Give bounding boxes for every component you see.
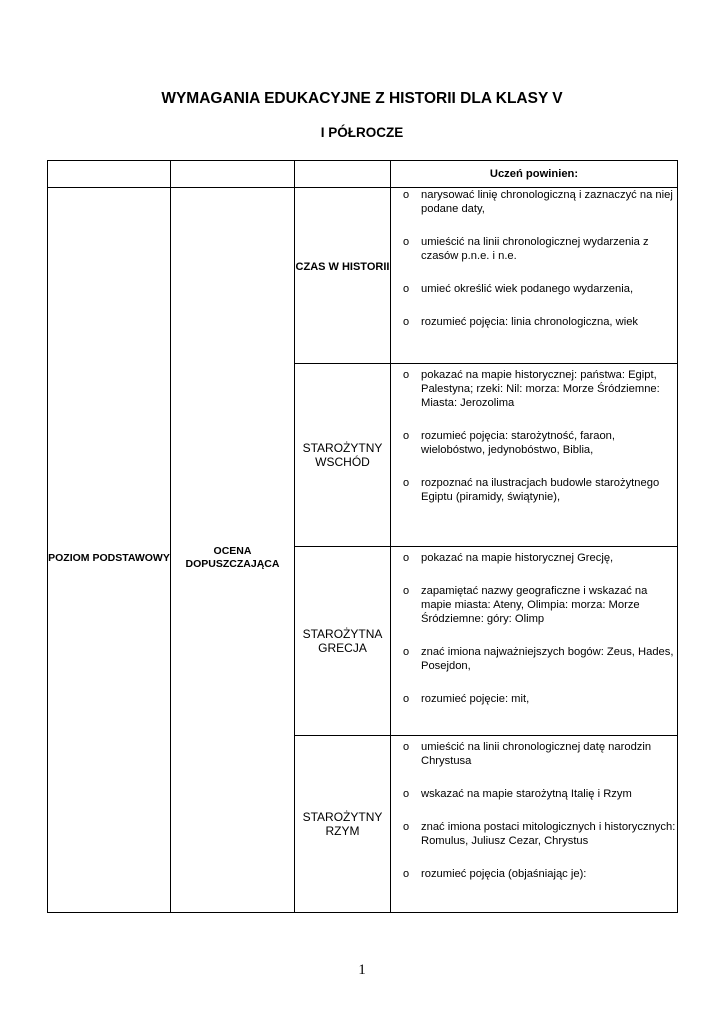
list-item <box>391 867 677 881</box>
requirement-list <box>391 551 677 706</box>
bullet: o <box>402 477 410 489</box>
list-item <box>391 235 677 263</box>
bullet: o <box>402 369 410 381</box>
requirement-text: znać imiona najważniejszych bogów: Zeus, Hades, Posejdon, <box>421 646 674 672</box>
list-item <box>391 476 677 504</box>
list-item <box>391 692 677 706</box>
page-number: 1 <box>358 962 366 978</box>
bullet: o <box>402 236 410 248</box>
requirement-text: pokazać na mapie historycznej Grecję, <box>421 552 614 564</box>
requirement-text: rozpoznać na ilustracjach budowle starożytnego Egiptu (piramidy, świątynie), <box>421 477 660 503</box>
topic-label: CZAS W HISTORII <box>295 261 390 274</box>
requirement-text: narysować linię chronologiczną i zaznaczyć na niej podane daty, <box>421 189 673 215</box>
list-item <box>391 584 677 626</box>
requirement-text: umieścić na linii chronologicznej datę narodzin Chrystusa <box>421 741 652 767</box>
bullet: o <box>402 741 410 753</box>
bullet: o <box>402 821 410 833</box>
bullet: o <box>402 585 410 597</box>
bullet: o <box>402 189 410 201</box>
requirement-text: rozumieć pojęcia: linia chronologiczna, wiek <box>421 316 639 328</box>
requirement-text: rozumieć pojęcia: starożytność, faraon, wielobóstwo, jedynobóstwo, Biblia, <box>421 430 616 456</box>
level-cell <box>48 188 171 913</box>
topic-cell <box>295 736 391 913</box>
topic-cell <box>295 547 391 736</box>
header-cell-3 <box>295 161 391 188</box>
list-item <box>391 787 677 801</box>
requirement-text: umieścić na linii chronologicznej wydarzenia z czasów p.n.e. i n.e. <box>421 236 649 262</box>
bullet: o <box>402 283 410 295</box>
topic-cell <box>295 364 391 547</box>
list-item <box>391 282 677 296</box>
bullet: o <box>402 868 410 880</box>
table-header-row <box>48 161 678 188</box>
bullet: o <box>402 646 410 658</box>
bullet: o <box>402 693 410 705</box>
header-cell-student-should: Uczeń powinien: <box>391 161 678 188</box>
grade-cell <box>171 188 295 913</box>
table-row <box>48 188 678 364</box>
level-label: POZIOM PODSTAWOWY <box>48 551 170 564</box>
requirement-list <box>391 188 677 329</box>
requirements-table <box>47 160 678 913</box>
items-cell <box>391 364 678 547</box>
list-item <box>391 645 677 673</box>
bullet: o <box>402 788 410 800</box>
list-item <box>391 315 677 329</box>
topic-label: STAROŻYTNY WSCHÓD <box>302 440 383 469</box>
requirement-text: znać imiona postaci mitologicznych i historycznych: Romulus, Juliusz Cezar, Chrystus <box>421 821 676 847</box>
list-item <box>391 368 677 410</box>
requirement-text: pokazać na mapie historycznej: państwa: Egipt, Palestyna; rzeki: Nil: morza: Morze Śródziemne: Miasta: Jerozolima <box>421 369 660 409</box>
list-item <box>391 429 677 457</box>
topic-cell <box>295 188 391 364</box>
topic-label: STAROŻYTNA GRECJA <box>302 626 383 655</box>
requirement-list <box>391 740 677 881</box>
requirement-text: rozumieć pojęcie: mit, <box>421 693 530 705</box>
items-cell <box>391 736 678 913</box>
requirement-text: wskazać na mapie starożytną Italię i Rzym <box>421 788 632 800</box>
header-cell-2 <box>171 161 295 188</box>
requirement-text: umieć określić wiek podanego wydarzenia, <box>421 283 634 295</box>
requirement-text: zapamiętać nazwy geograficzne i wskazać na mapie miasta: Ateny, Olimpia: morza: Morze Śródziemne: góry: Olimp <box>421 585 648 625</box>
grade-label: OCENA DOPUSZCZAJĄCA <box>185 545 280 570</box>
document-subtitle: I PÓŁROCZE <box>320 125 404 140</box>
bullet: o <box>402 552 410 564</box>
bullet: o <box>402 430 410 442</box>
list-item <box>391 740 677 768</box>
header-cell-1 <box>48 161 171 188</box>
requirement-list <box>391 368 677 504</box>
items-cell <box>391 547 678 736</box>
topic-label: STAROŻYTNY RZYM <box>302 809 383 838</box>
document-title: WYMAGANIA EDUKACYJNE Z HISTORII DLA KLASY V <box>161 90 563 107</box>
requirement-text: rozumieć pojęcia (objaśniając je): <box>421 868 587 880</box>
list-item <box>391 820 677 848</box>
list-item <box>391 188 677 216</box>
bullet: o <box>402 316 410 328</box>
list-item <box>391 551 677 565</box>
items-cell <box>391 188 678 364</box>
